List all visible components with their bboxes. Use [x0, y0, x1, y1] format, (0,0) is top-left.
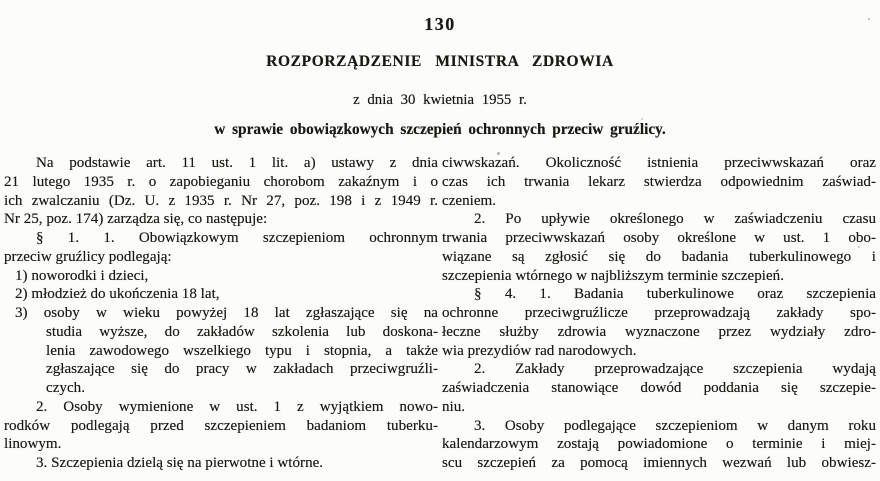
text-line: Na podstawie art. 11 ust. 1 lit. a) ustawy z dnia — [36, 155, 438, 171]
text-line: scu szczepień za pomocą imiennych wezwań lub obwiesz- — [442, 455, 876, 471]
text-line: ich zwalczaniu (Dz. U. z 1935 r. Nr 27, poz. 198 i z 1949 r. — [4, 192, 438, 209]
document-date: z dnia 30 kwietnia 1955 r. — [353, 92, 527, 108]
text-line: 2. Po upływie określonego w zaświadczeniu czasu — [474, 211, 876, 228]
text-line: trwania przeciwwskazań osoby określone w ust. 1 obo- — [442, 230, 876, 246]
scan-speck — [641, 118, 643, 120]
scan-speck — [296, 466, 298, 468]
text-line: Nr 25, poz. 174) zarządza się, co następuje: — [4, 211, 268, 228]
text-line: rodków podlegają przed szczepieniem badaniom tuberku- — [4, 417, 438, 434]
scan-speck — [497, 152, 500, 155]
text-line: § 4. 1. Badania tuberkulinowe oraz szczepienia — [474, 286, 876, 303]
text-line: 2) młodzież do ukończenia 18 lat, — [15, 286, 220, 303]
page-number: 130 — [424, 14, 456, 34]
text-line: 3. Osoby podlegające szczepieniom w danym roku — [474, 417, 876, 434]
text-line: przeciw gruźlicy podlegają: — [4, 248, 172, 265]
text-line: niu. — [442, 398, 466, 415]
text-line: 1) noworodki i dzieci, — [15, 267, 149, 284]
scan-speck — [858, 246, 860, 248]
text-line: zaświadczenia stanowiące dowód poddania się szczepie- — [442, 380, 876, 396]
text-line: szczepienia wtórnego w najbliższym terminie szczepień. — [442, 267, 784, 284]
text-line: czas ich trwania lekarz stwierdza odpowiednim zaświad- — [442, 173, 876, 190]
text-line: § 1. 1. Obowiązkowym szczepieniom ochronnym — [36, 230, 438, 246]
text-line: wiązane są zgłosić się do badania tuberkulinowego i — [442, 248, 876, 265]
text-line: czeniem. — [442, 192, 497, 209]
text-line: 2. Osoby wymienione w ust. 1 z wyjątkiem nowo- — [36, 398, 438, 415]
text-line: 3) osoby w wieku powyżej 18 lat zgłaszające się na — [15, 305, 438, 321]
text-line: zgłaszające się do pracy w zakładach przeciwgruźli- — [46, 361, 438, 378]
text-line: linowym. — [4, 436, 62, 453]
text-line: łeczne służby zdrowia wyznaczone przez wydziały zdro- — [442, 323, 876, 340]
text-line: 21 lutego 1935 r. o zapobieganiu chorobom zakaźnym i o — [4, 173, 438, 190]
text-line: 2. Zakłady przeprowadzające szczepienia wydają — [474, 361, 876, 378]
text-line: ciwwskazań. Okoliczność istnienia przeciwwskazań oraz — [442, 155, 876, 171]
right-column — [442, 154, 876, 473]
text-line: lenia zawodowego wszelkiego typu i stopnia, a także — [46, 342, 438, 359]
text-line: wia prezydiów rad narodowych. — [442, 342, 637, 359]
document-title: ROZPORZĄDZENIE MINISTRA ZDROWIA — [266, 53, 614, 70]
text-line: 3. Szczepienia dzielą się na pierwotne i wtórne. — [36, 455, 324, 471]
left-column — [4, 154, 438, 473]
text-line: studia wyższe, do zakładów szkolenia lub doskona- — [46, 323, 438, 340]
text-line: czych. — [46, 380, 85, 396]
text-line: kalendarzowym zostają powiadomione o terminie i miej- — [442, 436, 876, 453]
text-line: ochronne przeciwgruźlicze przeprowadzają zakłady spo- — [442, 305, 876, 321]
document-subject: w sprawie obowiązkowych szczepień ochronnych przeciw gruźlicy. — [214, 121, 666, 138]
scan-speck — [868, 18, 870, 20]
